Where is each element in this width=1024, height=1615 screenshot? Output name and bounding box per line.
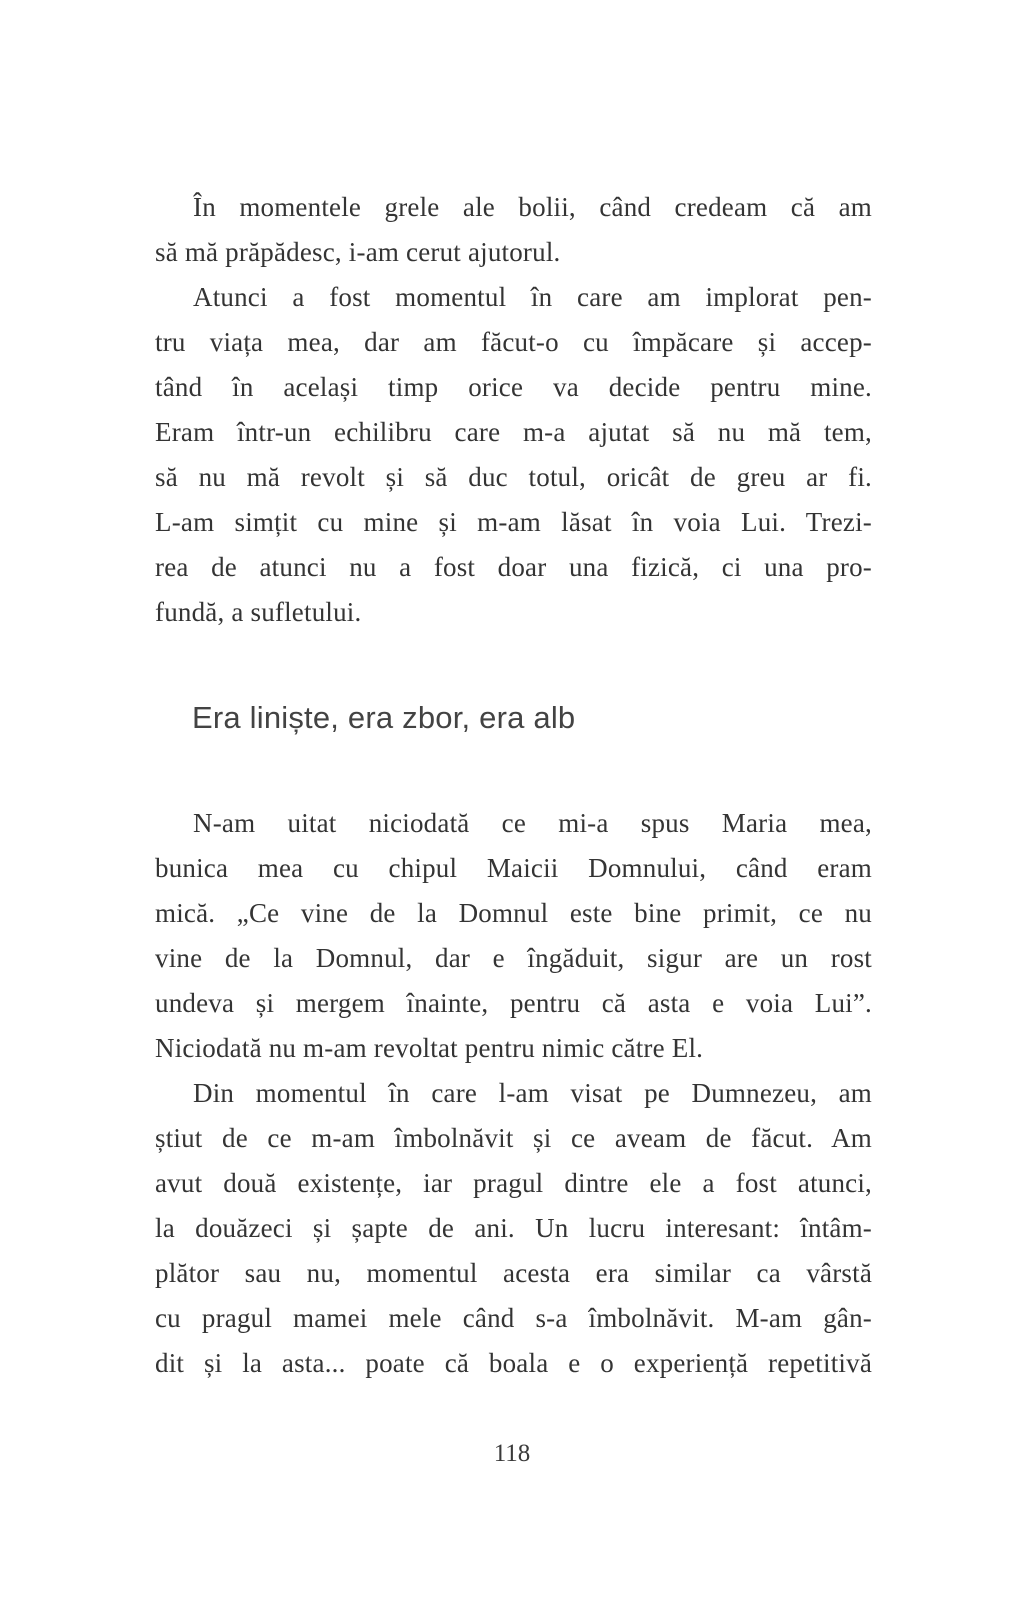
text-line: N-am uitat niciodată ce mi-a spus Maria mea, — [193, 808, 872, 838]
text-block — [155, 185, 872, 1386]
text-line: Din momentul în care l-am visat pe Dumnezeu, am — [193, 1078, 872, 1108]
text-line: fundă, a sufletului. — [155, 597, 362, 627]
text-line: Eram într-un echilibru care m-a ajutat să nu mă tem, — [155, 417, 872, 447]
text-line: plător sau nu, momentul acesta era similar ca vârstă — [155, 1258, 872, 1288]
text-line: bunica mea cu chipul Maicii Domnului, când eram — [155, 853, 872, 883]
text-line: la douăzeci și șapte de ani. Un lucru interesant: întâm- — [155, 1213, 872, 1243]
text-line: știut de ce m-am îmbolnăvit și ce aveam de făcut. Am — [155, 1123, 872, 1153]
text-line: să mă prăpădesc, i-am cerut ajutorul. — [155, 237, 561, 267]
text-line: să nu mă revolt și să duc totul, oricât de greu ar fi. — [155, 462, 872, 492]
text-line: În momentele grele ale bolii, când credeam că am — [193, 192, 872, 222]
text-line: mică. „Ce vine de la Domnul este bine primit, ce nu — [155, 898, 872, 928]
paragraph — [155, 801, 872, 1071]
text-line: Niciodată nu m-am revoltat pentru nimic către El. — [155, 1033, 704, 1063]
section-heading: Era liniște, era zbor, era alb — [192, 700, 576, 735]
text-line: tând în același timp orice va decide pentru mine. — [155, 372, 872, 402]
text-line: L-am simțit cu mine și m-am lăsat în voia Lui. Trezi- — [155, 507, 872, 537]
text-line: avut două existențe, iar pragul dintre ele a fost atunci, — [155, 1168, 872, 1198]
paragraph — [155, 1071, 872, 1386]
paragraph — [155, 185, 872, 275]
text-line: rea de atunci nu a fost doar una fizică, ci una pro- — [155, 552, 872, 582]
text-line: tru viața mea, dar am făcut-o cu împăcare și accep- — [155, 327, 872, 357]
text-line: undeva și mergem înainte, pentru că asta e voia Lui”. — [155, 988, 872, 1018]
text-line: cu pragul mamei mele când s-a îmbolnăvit. M-am gân- — [155, 1303, 872, 1333]
text-line: dit și la asta... poate că boala e o experiență repetitivă — [155, 1348, 872, 1378]
page-number: 118 — [493, 1440, 531, 1467]
text-line: vine de la Domnul, dar e îngăduit, sigur are un rost — [155, 943, 872, 973]
text-line: Atunci a fost momentul în care am implorat pen- — [193, 282, 872, 312]
paragraph — [155, 275, 872, 635]
